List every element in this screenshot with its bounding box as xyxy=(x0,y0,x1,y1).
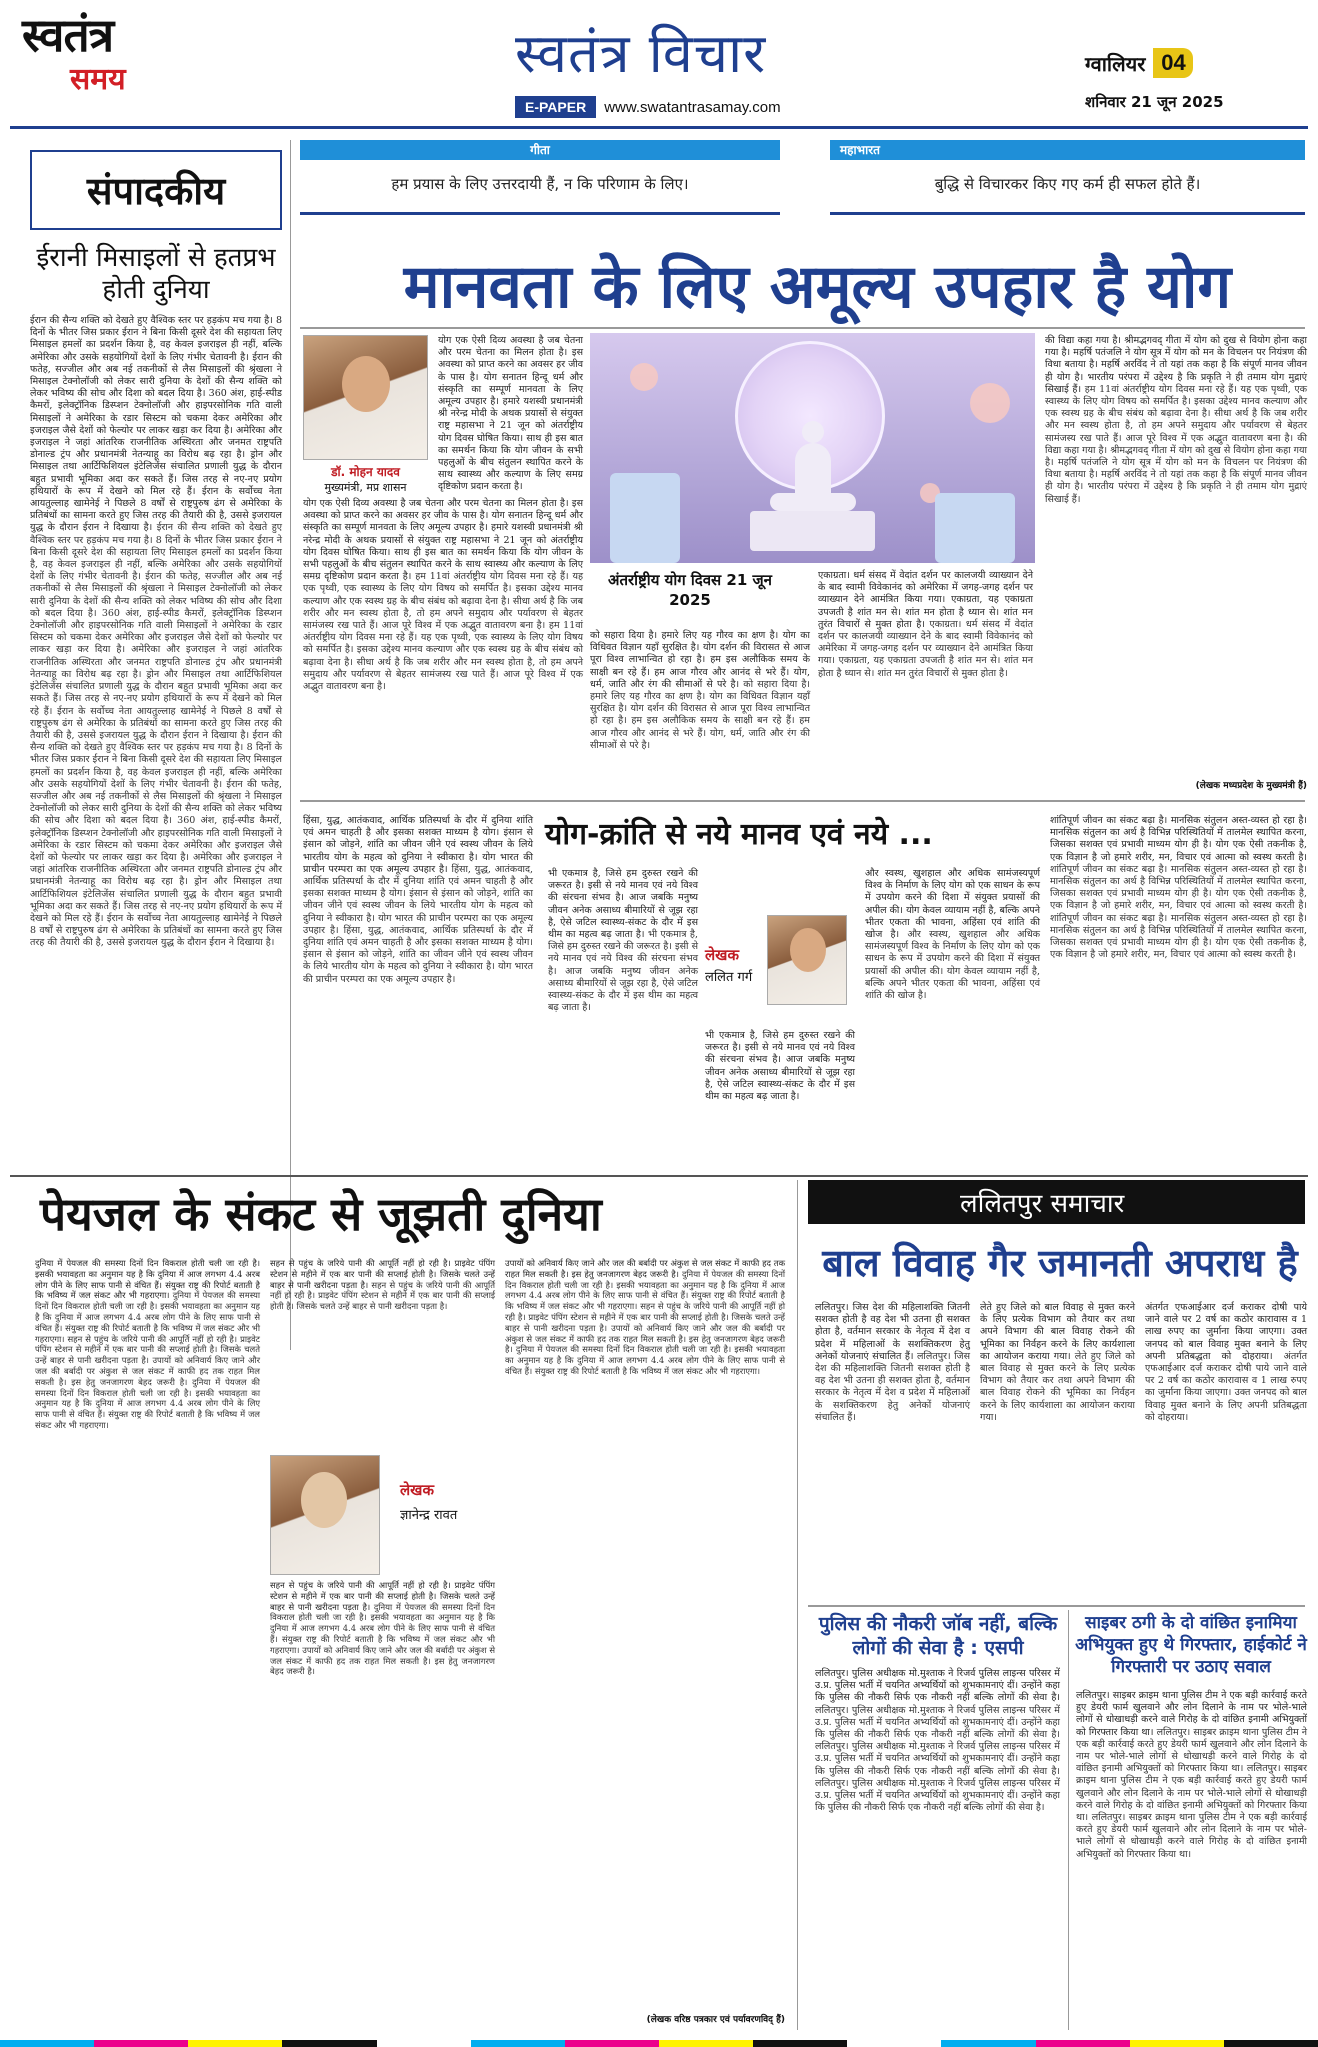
water-col-3-continued-4: दुनिया में पेयजल की समस्या दिनों दिन विकराल होती चली जा रही है। इसकी भयावहता का अनुमान यह है कि दुनिया में आज लगभग 4.4 अरब लोग पीने के लिए साफ पानी से वंचित हैं। संयुक्त राष्ट्र की रिपोर्ट बताती है कि भविष्य में जल संकट और भी गहराएगा। xyxy=(505,1344,785,1376)
kranti-author-box xyxy=(705,905,855,1025)
water-col-2-continued: सहन से पहुंच के जरिये पानी की आपूर्ति नहीं हो रही है। प्राइवेट पंपिंग स्टेशन से महीने में एक बार पानी की सप्लाई होती है। जिसके चलते उन्हें बाहर से पानी खरीदना पड़ता है। xyxy=(270,1279,495,1312)
kranti-left-text-continued: हिंसा, युद्ध, आतंकवाद, आर्थिक प्रतिस्पर्धा के दौर में दुनिया शांति एवं अमन चाहती है और इसका सशक्त माध्यम है योग। इंसान से इंसान को जोड़ने, शांति का जीवन जीने एवं स्वस्थ जीवन के लिये भारतीय योग के महत्व को दुनिया ने स्वीकारा है। योग भारत की प्राचीन परम्परा का एक अमूल्य उपहार है। xyxy=(303,863,534,936)
cyber-fraud-body-text: ललितपुर। साइबर क्राइम थाना पुलिस टीम ने एक बड़ी कार्रवाई करते हुए डेयरी फार्म खुलवाने और लोन दिलाने के नाम पर भोले-भाले लोगों से धोखाधड़ी करने वाले गिरोह के दो वांछित इनामी अभियुक्तों को गिरफ्तार किया था। xyxy=(1076,1690,1307,1738)
kranti-right-col xyxy=(1050,815,1307,1170)
water-col-2-top xyxy=(270,1258,495,1448)
water-col-1-continued-4: दुनिया में पेयजल की समस्या दिनों दिन विकराल होती चली जा रही है। इसकी भयावहता का अनुमान यह है कि दुनिया में आज लगभग 4.4 अरब लोग पीने के लिए साफ पानी से वंचित हैं। संयुक्त राष्ट्र की रिपोर्ट बताती है कि भविष्य में जल संकट और भी गहराएगा। xyxy=(35,1376,260,1430)
water-col-2b-continued-2: उपायों को अनिवार्य किए जाने और जल की बर्बादी पर अंकुश से जल संकट में काफी हद तक राहत मिल सकती है। इस हेतु जनजागरण बेहद जरूरी है। xyxy=(270,1644,496,1677)
kranti-col-b xyxy=(865,868,1040,1168)
cyber-fraud-body-continued: ललितपुर। साइबर क्राइम थाना पुलिस टीम ने एक बड़ी कार्रवाई करते हुए डेयरी फार्म खुलवाने और लोन दिलाने के नाम पर भोले-भाले लोगों से धोखाधड़ी करने वाले गिरोह के दो वांछित इनामी अभियुक्तों को गिरफ्तार किया था। xyxy=(1076,1726,1307,1775)
author-photo-gyanendra-rawat xyxy=(270,1455,380,1575)
logo-line-2: समय xyxy=(70,62,126,97)
cyber-fraud-body-continued-2: ललितपुर। साइबर क्राइम थाना पुलिस टीम ने एक बड़ी कार्रवाई करते हुए डेयरी फार्म खुलवाने और लोन दिलाने के नाम पर भोले-भाले लोगों से धोखाधड़ी करने वाले गिरोह के दो वांछित इनामी अभियुक्तों को गिरफ्तार किया था। xyxy=(1076,1763,1307,1824)
masthead-rule xyxy=(10,126,1308,129)
lead-col-1 xyxy=(303,498,583,793)
kranti-col-a-text-continued: भी एकमात्र है, जिसे हम दुरुस्त रखने की जरूरत है। इसी से नये मानव एवं नये विश्व की संरचना संभव है। आज जबकि मनुष्य जीवन अनेक असाध्य बीमारियों से जूझ रहा है, ऐसे जटिल स्वास्थ्य-संकट के दौर में इस थीम का महत्व बढ़ जाता है। xyxy=(548,929,698,1014)
headline-rule xyxy=(300,327,1305,329)
water-col-1-continued-3: उपायों को अनिवार्य किए जाने और जल की बर्बादी पर अंकुश से जल संकट में काफी हद तक राहत मिल सकती है। इस हेतु जनजागरण बेहद जरूरी है। xyxy=(35,1355,261,1387)
editorial-label-box xyxy=(30,150,282,230)
editorial-text: ईरान की सैन्य शक्ति को देखते हुए वैश्विक स्तर पर हड़कंप मच गया है। 8 दिनों के भीतर जिस प्रकार ईरान ने बिना किसी दूसरे देश की सहायता लिए मिसाइल हमलों का प्रदर्शन किया है, वह केवल इजराइल ही नहीं, बल्कि अमेरिका और उसके सहयोगियों देशों के लिए गंभीर चेतावनी है। ईरान की फतेह, सज्जील और अब नई तकनीकों से लैस मिसाइलों की श्रृंखला ने मिसाइल टेक्नोलॉजी को लेकर सारी दुनिया के देशों की सैन्य शक्ति को लेकर भविष्य की सोच और दिशा को बदल दिया है। 360 अंश, हाई-स्पीड कैमरों, इलेक्ट्रॉनिक डिस्प्शन टेक्नोलॉजी और हाइपरसोनिक गति वाली मिसाइलों ने अमेरिका के रडार सिस्टम को चकमा देकर अमेरिका और इजराइल जैसे देशों को फेल्योर पर लाकर खड़ा कर दिया है। अमेरिका और इजराइल ने जहां आंतरिक राजनीतिक अस्थिरता और जनमत राष्ट्रपति डोनाल्ड ट्रंप और प्रधानमंत्री नेतन्याहू का विरोध बढ़ रहा है। ड्रोन और मिसाइल तथा आर्टिफिशियल इंटेलिजेंस संचालित प्रणाली युद्ध के दौरान बहुत प्रभावी भूमिका अदा कर सकते हैं। जिस तरह से नए-नए प्रयोग हथियारों के रूप में देखने को मिल रहे हैं। ईरान के सर्वोच्च नेता आयतुल्लाह खामेनेई ने पिछले 8 वर्षों से राष्ट्रपुरुष ढंग से अमेरिका के प्रतिबंधों का सामना करते हुए जिस तरह की तैयारी की है, उससे इजरायल युद्ध के दौरान ईरान ने दिखाया है। xyxy=(30,315,282,534)
author-photo-lalit-garg xyxy=(767,915,847,1005)
child-marriage-col-3 xyxy=(1145,1302,1307,1602)
website-link[interactable]: www.swatantrasamay.com xyxy=(604,98,781,116)
lead-col-5 xyxy=(1045,335,1307,775)
yoga-day-callout: अंतर्राष्ट्रीय योग दिवस 21 जून 2025 xyxy=(600,570,780,610)
bubble-decoration xyxy=(970,383,1010,423)
water-col-1-continued: दुनिया में पेयजल की समस्या दिनों दिन विकराल होती चली जा रही है। इसकी भयावहता का अनुमान यह है कि दुनिया में आज लगभग 4.4 अरब लोग पीने के लिए साफ पानी से वंचित हैं। संयुक्त राष्ट्र की रिपोर्ट बताती है कि भविष्य में जल संकट और भी गहराएगा। xyxy=(35,1290,261,1344)
lead-col-3-text-continued: को सहारा दिया है। हमारे लिए यह गौरव का क्षण है। योग का विधिवत विज्ञान यहाँ सुरक्षित है। योग दर्शन की विरासत से आज पूरा विश्व लाभान्वित हो रहा है। हम इस अलौकिक समय के साक्षी बन रहे हैं। हम आज गौरव और आनंद से भरे हैं। योग, धर्म, जाति और रंग की सीमाओं से परे है। xyxy=(590,678,810,751)
police-body-text: ललितपुर। पुलिस अधीक्षक मो.मुश्ताक ने रिजर्व पुलिस लाइन्स परिसर में उ.प्र. पुलिस भर्ती में चयनित अभ्यर्थियों को शुभकामनाएं दीं। उन्होंने कहा कि पुलिस की नौकरी सिर्फ एक नौकरी नहीं बल्कि लोगों की सेवा है। xyxy=(815,1668,1060,1704)
gift-box-shape xyxy=(935,493,1015,563)
child-marriage-col-2-text: लेते हुए जिले को बाल विवाह से मुक्त करने के लिए प्रत्येक विभाग को तैयार कर तथा अपने विभाग की बाल विवाह रोकने की भूमिका का निर्वहन करने के लिए कार्यशाला का आयोजन कराया गया। xyxy=(980,1302,1135,1362)
edition-city: ग्वालियर xyxy=(1085,51,1146,76)
author-name: डॉ. मोहन यादव xyxy=(331,465,400,479)
child-marriage-col-1-continued: ललितपुर। जिस देश की महिलाशक्ति जितनी सशक्त होती है वह देश भी उतना ही सशक्त होता है, वर्तमान सरकार के नेतृत्व में देश व प्रदेश में महिलाओं के सशक्तिकरण हेतु अनेकों योजनाएं संचालित हैं। xyxy=(815,1350,971,1423)
water-col-2-bottom xyxy=(270,1580,495,2005)
water-col-2-text: सहन से पहुंच के जरिये पानी की आपूर्ति नहीं हो रही है। प्राइवेट पंपिंग स्टेशन से महीने में एक बार पानी की सप्लाई होती है। जिसके चलते उन्हें बाहर से पानी खरीदना पड़ता है। xyxy=(270,1258,495,1290)
open-box-shape xyxy=(610,473,680,563)
quote-tab-mahabharat: महाभारत xyxy=(830,140,1305,160)
column-divider xyxy=(1068,1610,1069,2030)
lead-col-1-text-continued: हम 11वां अंतर्राष्ट्रीय योग दिवस मना रहे हैं। यह एक पृथ्वी, एक स्वास्थ्य के लिए योग विषय को समर्पित है। इसका उद्देश्य मानव कल्याण और एक स्वस्थ ग्रह के बीच संबंध को बढ़ावा देना है। सीधा अर्थ है कि जब शरीर और मन स्वस्थ होता है, तो हम अपने समुदाय और पर्यावरण से बेहतर सामंजस्य रख पाते हैं। आज पूरे विश्व में एक अद्भुत वातावरण बना है। xyxy=(303,571,584,632)
epaper-row xyxy=(515,95,845,119)
meditating-figure-body xyxy=(795,443,831,503)
kranti-col-a xyxy=(548,868,698,1168)
kranti-right-text: शांतिपूर्ण जीवन का संकट बढ़ा है। मानसिक संतुलन अस्त-व्यस्त हो रहा है। मानसिक संतुलन का अर्थ है विभिन्न परिस्थितियों में तालमेल स्थापित करना, जिसका सशक्त एवं प्रभावी माध्यम योग ही है। योग एक ऐसी तकनीक है, एक विज्ञान है जो हमारे शरीर, मन, विचार एवं आत्मा को स्वस्थ करती है। xyxy=(1050,815,1307,863)
yoga-illustration xyxy=(590,333,1035,563)
logo-line-1: स्वतंत्र xyxy=(22,8,114,62)
cyber-fraud-headline: साइबर ठगी के दो वांछित इनामिया अभियुक्त हुए थे गिरफ्तार, हाईकोर्ट ने गिरफ्तारी पर उठाए सवाल xyxy=(1075,1613,1307,1677)
editorial-text-continued: ईरान की सैन्य शक्ति को देखते हुए वैश्विक स्तर पर हड़कंप मच गया है। 8 दिनों के भीतर जिस प्रकार ईरान ने बिना किसी दूसरे देश की सहायता लिए मिसाइल हमलों का प्रदर्शन किया है, वह केवल इजराइल ही नहीं, बल्कि अमेरिका और उसके सहयोगियों देशों के लिए गंभीर चेतावनी है। ईरान की फतेह, सज्जील और अब नई तकनीकों से लैस मिसाइलों की श्रृंखला ने मिसाइल टेक्नोलॉजी को लेकर सारी दुनिया के देशों की सैन्य शक्ति को लेकर भविष्य की सोच और दिशा को बदल दिया है। 360 अंश, हाई-स्पीड कैमरों, इलेक्ट्रॉनिक डिस्प्शन टेक्नोलॉजी और हाइपरसोनिक गति वाली मिसाइलों ने अमेरिका के रडार सिस्टम को चकमा देकर अमेरिका और इजराइल जैसे देशों को फेल्योर पर लाकर खड़ा कर दिया है। अमेरिका और इजराइल ने जहां आंतरिक राजनीतिक अस्थिरता और जनमत राष्ट्रपति डोनाल्ड ट्रंप और प्रधानमंत्री नेतन्याहू का विरोध बढ़ रहा है। ड्रोन और मिसाइल तथा आर्टिफिशियल इंटेलिजेंस संचालित प्रणाली युद्ध के दौरान बहुत प्रभावी भूमिका अदा कर सकते हैं। जिस तरह से नए-नए प्रयोग हथियारों के रूप में देखने को मिल रहे हैं। ईरान के सर्वोच्च नेता आयतुल्लाह खामेनेई ने पिछले 8 वर्षों से राष्ट्रपुरुष ढंग से अमेरिका के प्रतिबंधों का सामना करते हुए जिस तरह की तैयारी की है, उससे इजरायल युद्ध के दौरान ईरान ने दिखाया है। xyxy=(30,522,282,741)
kranti-right-text-continued: शांतिपूर्ण जीवन का संकट बढ़ा है। मानसिक संतुलन अस्त-व्यस्त हो रहा है। मानसिक संतुलन का अर्थ है विभिन्न परिस्थितियों में तालमेल स्थापित करना, जिसका सशक्त एवं प्रभावी माध्यम योग ही है। योग एक ऐसी तकनीक है, एक विज्ञान है जो हमारे शरीर, मन, विचार एवं आत्मा को स्वस्थ करती है। xyxy=(1050,863,1307,912)
water-author-label: लेखक xyxy=(400,1481,434,1499)
editorial-text-continued-2: ईरान की सैन्य शक्ति को देखते हुए वैश्विक स्तर पर हड़कंप मच गया है। 8 दिनों के भीतर जिस प्रकार ईरान ने बिना किसी दूसरे देश की सहायता लिए मिसाइल हमलों का प्रदर्शन किया है, वह केवल इजराइल ही नहीं, बल्कि अमेरिका और उसके सहयोगियों देशों के लिए गंभीर चेतावनी है। ईरान की फतेह, सज्जील और अब नई तकनीकों से लैस मिसाइलों की श्रृंखला ने मिसाइल टेक्नोलॉजी को लेकर सारी दुनिया के देशों की सैन्य शक्ति को लेकर भविष्य की सोच और दिशा को बदल दिया है। 360 अंश, हाई-स्पीड कैमरों, इलेक्ट्रॉनिक डिस्प्शन टेक्नोलॉजी और हाइपरसोनिक गति वाली मिसाइलों ने अमेरिका के रडार सिस्टम को चकमा देकर अमेरिका और इजराइल जैसे देशों को फेल्योर पर लाकर खड़ा कर दिया है। अमेरिका और इजराइल ने जहां आंतरिक राजनीतिक अस्थिरता और जनमत राष्ट्रपति डोनाल्ड ट्रंप और प्रधानमंत्री नेतन्याहू का विरोध बढ़ रहा है। ड्रोन और मिसाइल तथा आर्टिफिशियल इंटेलिजेंस संचालित प्रणाली युद्ध के दौरान बहुत प्रभावी भूमिका अदा कर सकते हैं। जिस तरह से नए-नए प्रयोग हथियारों के रूप में देखने को मिल रहे हैं। ईरान के सर्वोच्च नेता आयतुल्लाह खामेनेई ने पिछले 8 वर्षों से राष्ट्रपुरुष ढंग से अमेरिका के प्रतिबंधों का सामना करते हुए जिस तरह की तैयारी की है, उससे इजरायल युद्ध के दौरान ईरान ने दिखाया है। xyxy=(30,729,282,949)
page-brand-title: स्वतंत्र विचार xyxy=(515,22,767,85)
lead-intro-col xyxy=(438,335,583,493)
lead-author-note: (लेखक मध्यप्रदेश के मुख्यमंत्री हैं) xyxy=(1195,781,1307,791)
lead-col-5-text-continued: हम 11वां अंतर्राष्ट्रीय योग दिवस मना रहे हैं। यह एक पृथ्वी, एक स्वास्थ्य के लिए योग विषय को समर्पित है। इसका उद्देश्य मानव कल्याण और एक स्वस्थ ग्रह के बीच संबंध को बढ़ावा देना है। सीधा अर्थ है कि जब शरीर और मन स्वस्थ होता है, तो हम अपने समुदाय और पर्यावरण से बेहतर सामंजस्य रख पाते हैं। आज पूरे विश्व में एक अद्भुत वातावरण बना है। xyxy=(1045,383,1307,444)
cyber-fraud-body-continued-3: ललितपुर। साइबर क्राइम थाना पुलिस टीम ने एक बड़ी कार्रवाई करते हुए डेयरी फार्म खुलवाने और लोन दिलाने के नाम पर भोले-भाले लोगों से धोखाधड़ी करने वाले गिरोह के दो वांछित इनामी अभियुक्तों को गिरफ्तार किया था। xyxy=(1076,1812,1307,1860)
cyber-fraud-body xyxy=(1076,1690,1307,2028)
kranti-left-col xyxy=(303,815,533,1170)
column-divider xyxy=(797,1180,798,2030)
page-number-badge: 04 xyxy=(1153,48,1193,78)
kranti-left-text: हिंसा, युद्ध, आतंकवाद, आर्थिक प्रतिस्पर्धा के दौर में दुनिया शांति एवं अमन चाहती है और इसका सशक्त माध्यम है योग। इंसान से इंसान को जोड़ने, शांति का जीवन जीने एवं स्वस्थ जीवन के लिये भारतीय योग के महत्व को दुनिया ने स्वीकारा है। योग भारत की प्राचीन परम्परा का एक अमूल्य उपहार है। xyxy=(303,815,533,875)
water-col-3 xyxy=(505,1258,785,1993)
water-col-3-continued-2: सहन से पहुंच के जरिये पानी की आपूर्ति नहीं हो रही है। प्राइवेट पंपिंग स्टेशन से महीने में एक बार पानी की सप्लाई होती है। जिसके चलते उन्हें बाहर से पानी खरीदना पड़ता है। xyxy=(505,1301,786,1333)
quote-box-gita xyxy=(300,140,780,215)
meditation-plinth xyxy=(750,511,875,551)
child-marriage-col-3-text: अंतर्गत एफआईआर दर्ज कराकर दोषी पाये जाने वाले पर 2 वर्ष का कठोर कारावास व 1 लाख रुपए का जुर्माना किया जाएगा। उक्त जनपद को बाल विवाह मुक्त बनाने के लिए अपनी प्रतिबद्धता को दोहराया। xyxy=(1145,1302,1307,1362)
police-headline: पुलिस की नौकरी जॉब नहीं, बल्कि लोगों की सेवा है : एसपी xyxy=(818,1613,1058,1659)
lead-headline: मानवता के लिए अमूल्य उपहार है योग xyxy=(403,252,1232,322)
section-divider xyxy=(300,800,1305,802)
quote-text-gita: हम प्रयास के लिए उत्तरदायी हैं, न कि परिणाम के लिए। xyxy=(391,175,689,193)
section-divider xyxy=(808,1605,1305,1607)
lead-col-4 xyxy=(818,570,1033,792)
kranti-right-text-continued-2: शांतिपूर्ण जीवन का संकट बढ़ा है। मानसिक संतुलन अस्त-व्यस्त हो रहा है। मानसिक संतुलन का अर्थ है विभिन्न परिस्थितियों में तालमेल स्थापित करना, जिसका सशक्त एवं प्रभावी माध्यम योग ही है। योग एक ऐसी तकनीक है, एक विज्ञान है जो हमारे शरीर, मन, विचार एवं आत्मा को स्वस्थ करती है। xyxy=(1050,912,1307,961)
editorial-label: संपादकीय xyxy=(86,169,226,213)
water-author-name: ज्ञानेन्द्र रावत xyxy=(400,1508,458,1523)
author-face xyxy=(342,356,390,412)
lead-intro-text: योग एक ऐसी दिव्य अवस्था है जब चेतना और परम चेतना का मिलन होता है। इस अवस्था को प्राप्त करने का अवसर हर जीव के पास है। योग सनातन हिन्दू धर्म और संस्कृति का सम्पूर्ण मानवता के लिए अमूल्य उपहार है। हमारे यशस्वी प्रधानमंत्री श्री नरेन्द्र मोदी के अथक प्रयासों से संयुक्त राष्ट्र महासभा ने 21 जून को अंतर्राष्ट्रीय योग दिवस घोषित किया। साथ ही इस बात का समर्थन किया कि योग जीवन के सभी पहलुओं के बीच संतुलन स्थापित करने के साथ स्वास्थ्य और कल्याण के लिए समग्र दृष्टिकोण प्रदान करता है। xyxy=(438,335,583,493)
epaper-badge: E-PAPER xyxy=(515,96,596,118)
water-col-1 xyxy=(35,1258,260,2003)
water-col-2b-text: सहन से पहुंच के जरिये पानी की आपूर्ति नहीं हो रही है। प्राइवेट पंपिंग स्टेशन से महीने में एक बार पानी की सप्लाई होती है। जिसके चलते उन्हें बाहर से पानी खरीदना पड़ता है। xyxy=(270,1580,495,1612)
newspaper-logo xyxy=(22,8,207,118)
police-body-continued-2: ललितपुर। पुलिस अधीक्षक मो.मुश्ताक ने रिजर्व पुलिस लाइन्स परिसर में उ.प्र. पुलिस भर्ती में चयनित अभ्यर्थियों को शुभकामनाएं दीं। उन्होंने कहा कि पुलिस की नौकरी सिर्फ एक नौकरी नहीं बल्कि लोगों की सेवा है। xyxy=(815,1741,1060,1777)
child-marriage-col-2 xyxy=(980,1302,1135,1602)
child-marriage-col-2-continued: लेते हुए जिले को बाल विवाह से मुक्त करने के लिए प्रत्येक विभाग को तैयार कर तथा अपने विभाग की बाल विवाह रोकने की भूमिका का निर्वहन करने के लिए कार्यशाला का आयोजन कराया गया। xyxy=(980,1350,1136,1423)
police-body xyxy=(815,1668,1060,2028)
water-headline: पेयजल के संकट से जूझती दुनिया xyxy=(40,1187,602,1241)
child-marriage-col-3-continued: अंतर्गत एफआईआर दर्ज कराकर दोषी पाये जाने वाले पर 2 वर्ष का कठोर कारावास व 1 लाख रुपए का जुर्माना किया जाएगा। उक्त जनपद को बाल विवाह मुक्त बनाने के लिए अपनी प्रतिबद्धता को दोहराया। xyxy=(1145,1350,1307,1423)
meditating-figure-head xyxy=(802,421,824,443)
edition-date: शनिवार 21 जून 2025 xyxy=(1085,93,1224,111)
bubble-decoration xyxy=(630,363,658,391)
child-marriage-col-1 xyxy=(815,1302,970,1602)
lead-col-1-text: योग एक ऐसी दिव्य अवस्था है जब चेतना और परम चेतना का मिलन होता है। इस अवस्था को प्राप्त करने का अवसर हर जीव के पास है। योग सनातन हिन्दू धर्म और संस्कृति का सम्पूर्ण मानवता के लिए अमूल्य उपहार है। हमारे यशस्वी प्रधानमंत्री श्री नरेन्द्र मोदी के अथक प्रयासों से संयुक्त राष्ट्र महासभा ने 21 जून को अंतर्राष्ट्रीय योग दिवस घोषित किया। साथ ही इस बात का समर्थन किया कि योग जीवन के सभी पहलुओं के बीच संतुलन स्थापित करने के साथ स्वास्थ्य और कल्याण के लिए समग्र दृष्टिकोण प्रदान करता है। xyxy=(303,498,583,583)
quote-text-mahabharat: बुद्धि से विचारकर किए गए कर्म ही सफल होते हैं। xyxy=(934,175,1201,193)
quote-tab-gita: गीता xyxy=(300,140,780,160)
water-author-note: (लेखक वरिष्ठ पत्रकार एवं पर्यावरणविद् हैं) xyxy=(646,2015,785,2025)
author-face xyxy=(790,928,826,972)
kranti-col-b-text-continued: और स्वस्थ, खुशहाल और अधिक सामंजस्यपूर्ण विश्व के निर्माण के लिए योग को एक साधन के रूप में उपयोग करने की दिशा में संयुक्त प्रयासों की अपील की। योग केवल व्यायाम नहीं है, बल्कि अपने भीतर एकता की भावना, अहिंसा एवं शांति की खोज है। xyxy=(865,929,1040,1002)
kranti-col-b-text: और स्वस्थ, खुशहाल और अधिक सामंजस्यपूर्ण विश्व के निर्माण के लिए योग को एक साधन के रूप में उपयोग करने की दिशा में संयुक्त प्रयासों की अपील की। योग केवल व्यायाम नहीं है, बल्कि अपने भीतर एकता की भावना, अहिंसा एवं शांति की खोज है। xyxy=(865,868,1040,941)
editorial-headline: ईरानी मिसाइलों से हतप्रभ होती दुनिया xyxy=(36,243,276,305)
water-col-1-continued-2: सहन से पहुंच के जरिये पानी की आपूर्ति नहीं हो रही है। प्राइवेट पंपिंग स्टेशन से महीने में एक बार पानी की सप्लाई होती है। जिसके चलते उन्हें बाहर से पानी खरीदना पड़ता है। xyxy=(35,1333,260,1366)
police-body-continued-3: ललितपुर। पुलिस अधीक्षक मो.मुश्ताक ने रिजर्व पुलिस लाइन्स परिसर में उ.प्र. पुलिस भर्ती में चयनित अभ्यर्थियों को शुभकामनाएं दीं। उन्होंने कहा कि पुलिस की नौकरी सिर्फ एक नौकरी नहीं बल्कि लोगों की सेवा है। xyxy=(815,1777,1060,1814)
child-marriage-headline: बाल विवाह गैर जमानती अपराध है xyxy=(822,1241,1298,1285)
section-divider xyxy=(10,1175,1308,1177)
lead-col-4-text-continued: एकाग्रता। धर्म संसद में वेदांत दर्शन पर कालजयी व्याख्यान देने के बाद स्वामी विवेकानंद को अमेरिका में जगह-जगह दर्शन पर व्याख्यान देने आमंत्रित किया गया। एकाग्रता, यह एकाग्रता उपजती है शांत मन से। शांत मन होता है ध्यान से। शांत मन तुरंत विचारों से मुक्त होता है। xyxy=(818,618,1033,679)
kranti-col-a2-text: भी एकमात्र है, जिसे हम दुरुस्त रखने की जरूरत है। इसी से नये मानव एवं नये विश्व की संरचना संभव है। आज जबकि मनुष्य जीवन अनेक असाध्य बीमारियों से जूझ रहा है, ऐसे जटिल स्वास्थ्य-संकट के दौर में इस थीम का महत्व बढ़ जाता है। xyxy=(705,1030,855,1103)
print-registration-strip xyxy=(0,2040,1318,2047)
kranti-col-a2 xyxy=(705,1030,855,1170)
author-role: मुख्यमंत्री, मप्र शासन xyxy=(324,481,407,494)
water-col-3-continued: दुनिया में पेयजल की समस्या दिनों दिन विकराल होती चली जा रही है। इसकी भयावहता का अनुमान यह है कि दुनिया में आज लगभग 4.4 अरब लोग पीने के लिए साफ पानी से वंचित हैं। संयुक्त राष्ट्र की रिपोर्ट बताती है कि भविष्य में जल संकट और भी गहराएगा। xyxy=(505,1268,786,1312)
kranti-author-label: लेखक xyxy=(705,946,739,964)
water-col-3-text: उपायों को अनिवार्य किए जाने और जल की बर्बादी पर अंकुश से जल संकट में काफी हद तक राहत मिल सकती है। इस हेतु जनजागरण बेहद जरूरी है। xyxy=(505,1258,785,1279)
lalitpur-section-band xyxy=(808,1180,1305,1224)
lalitpur-section-title: ललितपुर समाचार xyxy=(960,1189,1125,1219)
lead-col-1-text-continued-2: हम 11वां अंतर्राष्ट्रीय योग दिवस मना रहे हैं। यह एक पृथ्वी, एक स्वास्थ्य के लिए योग विषय को समर्पित है। इसका उद्देश्य मानव कल्याण और एक स्वस्थ ग्रह के बीच संबंध को बढ़ावा देना है। सीधा अर्थ है कि जब शरीर और मन स्वस्थ होता है, तो हम अपने समुदाय और पर्यावरण से बेहतर सामंजस्य रख पाते हैं। आज पूरे विश्व में एक अद्भुत वातावरण बना है। xyxy=(303,620,584,693)
water-col-2b-continued: दुनिया में पेयजल की समस्या दिनों दिन विकराल होती चली जा रही है। इसकी भयावहता का अनुमान यह है कि दुनिया में आज लगभग 4.4 अरब लोग पीने के लिए साफ पानी से वंचित हैं। संयुक्त राष्ट्र की रिपोर्ट बताती है कि भविष्य में जल संकट और भी गहराएगा। xyxy=(270,1601,495,1655)
edition-info xyxy=(1085,48,1193,78)
author-photo-mohan-yadav xyxy=(303,335,428,460)
lead-col-4-text: एकाग्रता। धर्म संसद में वेदांत दर्शन पर कालजयी व्याख्यान देने के बाद स्वामी विवेकानंद को अमेरिका में जगह-जगह दर्शन पर व्याख्यान देने आमंत्रित किया गया। एकाग्रता, यह एकाग्रता उपजती है शांत मन से। शांत मन होता है ध्यान से। शांत मन तुरंत विचारों से मुक्त होता है। xyxy=(818,570,1033,630)
quote-box-mahabharat xyxy=(830,140,1305,215)
kranti-col-a-text: भी एकमात्र है, जिसे हम दुरुस्त रखने की जरूरत है। इसी से नये मानव एवं नये विश्व की संरचना संभव है। आज जबकि मनुष्य जीवन अनेक असाध्य बीमारियों से जूझ रहा है, ऐसे जटिल स्वास्थ्य-संकट के दौर में इस थीम का महत्व बढ़ जाता है। xyxy=(548,868,698,941)
child-marriage-col-1-text: ललितपुर। जिस देश की महिलाशक्ति जितनी सशक्त होती है वह देश भी उतना ही सशक्त होता है, वर्तमान सरकार के नेतृत्व में देश व प्रदेश में महिलाओं के सशक्तिकरण हेतु अनेकों योजनाएं संचालित हैं। xyxy=(815,1302,970,1362)
kranti-author-name: ललित गर्ग xyxy=(705,970,753,985)
police-body-continued: ललितपुर। पुलिस अधीक्षक मो.मुश्ताक ने रिजर्व पुलिस लाइन्स परिसर में उ.प्र. पुलिस भर्ती में चयनित अभ्यर्थियों को शुभकामनाएं दीं। उन्होंने कहा कि पुलिस की नौकरी सिर्फ एक नौकरी नहीं बल्कि लोगों की सेवा है। xyxy=(815,1704,1060,1741)
author-face xyxy=(301,1472,347,1528)
column-divider xyxy=(290,140,291,1350)
water-col-1-text: दुनिया में पेयजल की समस्या दिनों दिन विकराल होती चली जा रही है। इसकी भयावहता का अनुमान यह है कि दुनिया में आज लगभग 4.4 अरब लोग पीने के लिए साफ पानी से वंचित हैं। संयुक्त राष्ट्र की रिपोर्ट बताती है कि भविष्य में जल संकट और भी गहराएगा। xyxy=(35,1258,260,1301)
lead-col-3-text: को सहारा दिया है। हमारे लिए यह गौरव का क्षण है। योग का विधिवत विज्ञान यहाँ सुरक्षित है। योग दर्शन की विरासत से आज पूरा विश्व लाभान्वित हो रहा है। हम इस अलौकिक समय के साक्षी बन रहे हैं। हम आज गौरव और आनंद से भरे हैं। योग, धर्म, जाति और रंग की सीमाओं से परे है। xyxy=(590,630,810,690)
lead-col-5-text: की विद्या कहा गया है। श्रीमद्भगवद् गीता में योग को दुख से वियोग होना कहा गया है। महर्षि पतंजलि ने योग सूत्र में योग को मन के विचलन पर नियंत्रण की विधा बताया है। महर्षि अरविंद ने तो यहां तक कहा है कि संपूर्ण मानव जीवन ही योग है। भारतीय परंपरा में उद्देश्य है कि प्रकृति ने ही तमाम योग मुद्राएं सिखाई हैं। xyxy=(1045,335,1307,395)
kranti-headline: योग-क्रांति से नये मानव एवं नये ... xyxy=(545,817,933,852)
water-col-3-continued-3: उपायों को अनिवार्य किए जाने और जल की बर्बादी पर अंकुश से जल संकट में काफी हद तक राहत मिल सकती है। इस हेतु जनजागरण बेहद जरूरी है। xyxy=(505,1322,785,1355)
lead-col-5-text-continued-2: की विद्या कहा गया है। श्रीमद्भगवद् गीता में योग को दुख से वियोग होना कहा गया है। महर्षि पतंजलि ने योग सूत्र में योग को मन के विचलन पर नियंत्रण की विधा बताया है। महर्षि अरविंद ने तो यहां तक कहा है कि संपूर्ण मानव जीवन ही योग है। भारतीय परंपरा में उद्देश्य है कि प्रकृति ने ही तमाम योग मुद्राएं सिखाई हैं। xyxy=(1045,432,1307,505)
kranti-left-text-continued-2: हिंसा, युद्ध, आतंकवाद, आर्थिक प्रतिस्पर्धा के दौर में दुनिया शांति एवं अमन चाहती है और इसका सशक्त माध्यम है योग। इंसान से इंसान को जोड़ने, शांति का जीवन जीने एवं स्वस्थ जीवन के लिये भारतीय योग के महत्व को दुनिया ने स्वीकारा है। योग भारत की प्राचीन परम्परा का एक अमूल्य उपहार है। xyxy=(303,924,533,985)
